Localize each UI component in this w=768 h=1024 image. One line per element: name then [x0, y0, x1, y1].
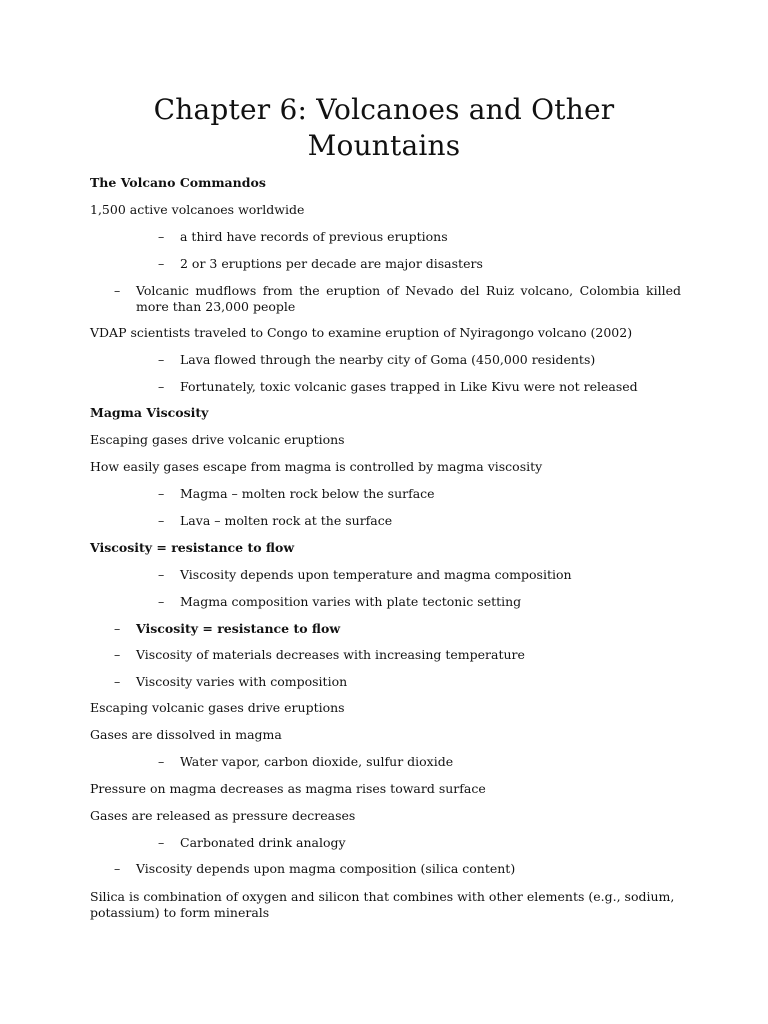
list-item-text: Viscosity depends upon magma composition (silica content) [136, 861, 516, 876]
list-item-text: Viscosity of materials decreases with increasing temperature [136, 647, 525, 662]
list-item-text: Fortunately, toxic volcanic gases trapped in Like Kivu were not released [180, 379, 638, 394]
list-item-text: Water vapor, carbon dioxide, sulfur dioxide [180, 754, 454, 769]
list-item-text: Carbonated drink analogy [180, 835, 346, 850]
dash-bullet: – [114, 647, 121, 662]
paragraph: Silica is combination of oxygen and silicon that combines with other elements (e.g., sodium, potassium) to form minerals [90, 889, 675, 920]
dash-bullet: – [158, 229, 165, 244]
list-item-text: Volcanic mudflows from the eruption of Nevado del Ruiz volcano, Colombia killed more than 23,000 people [136, 283, 681, 314]
paragraph: How easily gases escape from magma is controlled by magma viscosity [90, 459, 543, 474]
paragraph: Pressure on magma decreases as magma rises toward surface [90, 781, 486, 796]
bold-paragraph: Viscosity = resistance to flow [90, 540, 295, 555]
list-item-text: Lava flowed through the nearby city of Goma (450,000 residents) [180, 352, 596, 367]
list-item-text: Lava – molten rock at the surface [180, 513, 393, 528]
dash-bullet: – [114, 283, 121, 298]
list-item-text: Viscosity = resistance to flow [136, 621, 341, 636]
paragraph: Escaping volcanic gases drive eruptions [90, 700, 345, 715]
dash-bullet: – [114, 621, 121, 636]
dash-bullet: – [158, 835, 165, 850]
dash-bullet: – [158, 567, 165, 582]
dash-bullet: – [158, 513, 165, 528]
paragraph: Gases are released as pressure decreases [90, 808, 356, 823]
dash-bullet: – [158, 594, 165, 609]
page-title: Chapter 6: Volcanoes and Other Mountains [153, 93, 615, 162]
paragraph: Gases are dissolved in magma [90, 727, 282, 742]
list-item-text: Viscosity depends upon temperature and magma composition [180, 567, 572, 582]
dash-bullet: – [158, 486, 165, 501]
list-item-text: Viscosity varies with composition [136, 674, 348, 689]
list-item-text: a third have records of previous eruptions [180, 229, 448, 244]
list-item-text: 2 or 3 eruptions per decade are major disasters [180, 256, 483, 271]
paragraph: 1,500 active volcanoes worldwide [90, 202, 305, 217]
list-item-text: Magma composition varies with plate tectonic setting [180, 594, 522, 609]
paragraph: Escaping gases drive volcanic eruptions [90, 432, 345, 447]
dash-bullet: – [158, 379, 165, 394]
section-heading-volcano-commandos: The Volcano Commandos [90, 175, 266, 190]
paragraph: VDAP scientists traveled to Congo to examine eruption of Nyiragongo volcano (2002) [90, 325, 633, 340]
section-heading-magma-viscosity: Magma Viscosity [90, 405, 209, 420]
dash-bullet: – [158, 754, 165, 769]
dash-bullet: – [158, 352, 165, 367]
dash-bullet: – [114, 861, 121, 876]
list-item-text: Magma – molten rock below the surface [180, 486, 435, 501]
dash-bullet: – [158, 256, 165, 271]
dash-bullet: – [114, 674, 121, 689]
